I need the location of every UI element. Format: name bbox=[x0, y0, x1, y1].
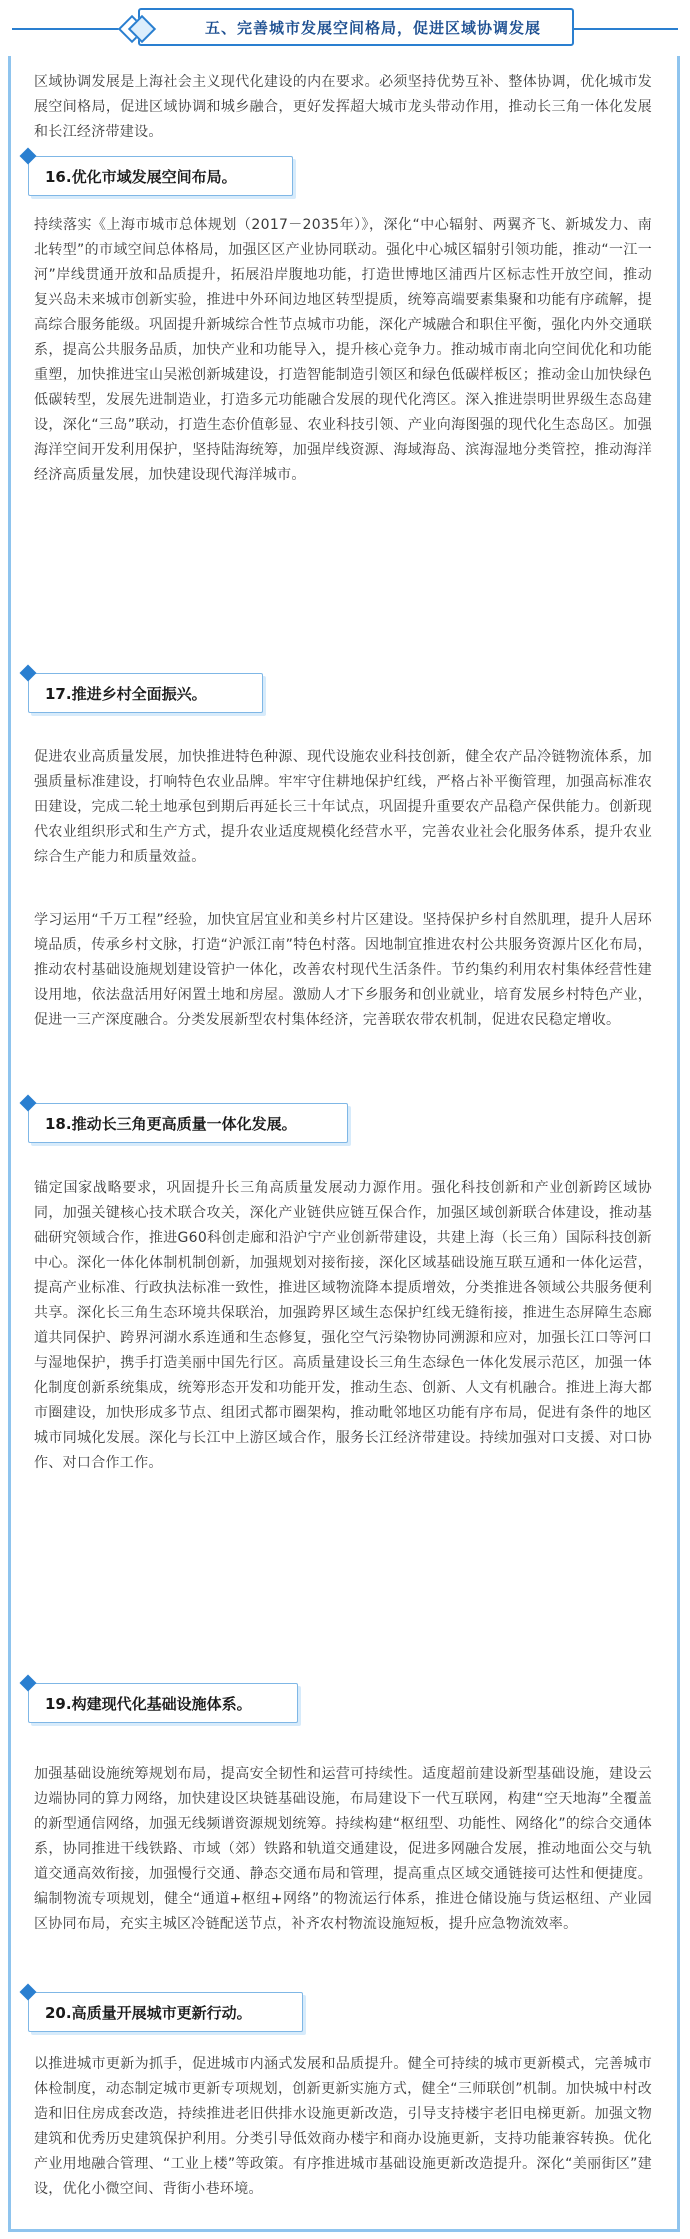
section-16-paragraph-1: 持续落实《上海市城市总体规划（2017－2035年）》，深化“中心辐射、两翼齐飞、新城发力、南北转型”的市域空间总体格局，加强区区产业协同联动。强化中心城区辐射引领功能，推动“一江一河”岸线贯通开放和品质提升，拓展沿岸腹地功能，打造世博地区浦西片区标志性开放空间，推动复兴岛未来城市创新实验，推进中外环间边地区转型提质，统筹高端要素集聚和功能有序疏解，提高综合服务能级。巩固提升新城综合性节点城市功能，深化产城融合和职住平衡，强化内外交通联系，提高公共服务品质，加快产业和功能导入，提升核心竞争力。推动城市南北向空间优化和功能重塑，加快推进宝山吴淞创新城建设，打造智能制造引领区和绿色低碳样板区；推动金山加快绿色低碳转型，发展先进制造业，打造多元功能融合发展的现代化湾区。深入推进崇明世界级生态岛建设，深化“三岛”联动，打造生态价值彰显、农业科技引领、产业向海图强的现代化生态岛区。加强海洋空间开发利用保护，坚持陆海统筹，加强岸线资源、海域海岛、滨海湿地分类管控，推动海洋经济高质量发展，加快建设现代海洋城市。 bbox=[34, 217, 652, 483]
section-heading-18 bbox=[28, 1103, 348, 1143]
section-heading-text: 19.构建现代化基础设施体系。 bbox=[45, 1694, 252, 1713]
section-17-paragraph-1: 促进农业高质量发展，加快推进特色种源、现代设施农业科技创新，健全农产品冷链物流体系，加强质量标准建设，打响特色农业品牌。牢牢守住耕地保护红线，严格占补平衡管理，加强高标准农田建设，完成二轮土地承包到期后再延长三十年试点，巩固提升重要农产品稳产保供能力。创新现代农业组织形式和生产方式，提升农业适度规模化经营水平，完善农业社会化服务体系，提升农业综合生产能力和质量效益。 bbox=[34, 749, 652, 865]
section-heading-20 bbox=[28, 1992, 303, 2032]
banner-title-box bbox=[138, 8, 574, 46]
section-20-paragraph-1: 以推进城市更新为抓手，促进城市内涵式发展和品质提升。健全可持续的城市更新模式，完善城市体检制度，动态制定城市更新专项规划，创新更新实施方式，健全“三师联创”机制。加快城中村改造和旧住房成套改造，持续推进老旧供排水设施更新改造，引导支持楼宇老旧电梯更新。加强文物建筑和优秀历史建筑保护利用。分类引导低效商办楼宇和商办设施更新，支持功能兼容转换。优化产业用地融合管理、“工业上楼”等政策。有序推进城市基础设施更新改造提升。深化“美丽街区”建设，优化小微空间、背街小巷环境。 bbox=[34, 2056, 652, 2197]
intro-paragraph: 区域协调发展是上海社会主义现代化建设的内在要求。必须坚持优势互补、整体协调，优化城市发展空间格局，促进区域协调和城乡融合，更好发挥超大城市龙头带动作用，推动长三角一体化发展和长江经济带建设。 bbox=[34, 74, 652, 140]
section-heading-19 bbox=[28, 1683, 298, 1723]
section-heading-text: 18.推动长三角更高质量一体化发展。 bbox=[45, 1114, 297, 1133]
section-heading-text: 17.推进乡村全面振兴。 bbox=[45, 684, 207, 703]
section-heading-text: 20.高质量开展城市更新行动。 bbox=[45, 2003, 252, 2022]
chapter-banner bbox=[0, 0, 690, 56]
section-19-paragraph-1: 加强基础设施统筹规划布局，提高安全韧性和运营可持续性。适度超前建设新型基础设施，建设云边端协同的算力网络，加快建设区块链基础设施，布局建设下一代互联网，构建“空天地海”全覆盖的新型通信网络，加强无线频谱资源规划统筹。持续构建“枢纽型、功能性、网络化”的综合交通体系，协同推进干线铁路、市域（郊）铁路和轨道交通建设，促进多网融合发展，推动地面公交与轨道交通高效衔接，加强慢行交通、静态交通布局和管理，提高重点区域交通链接可达性和便捷度。编制物流专项规划，健全“通道+枢纽+网络”的物流运行体系，推进仓储设施与货运枢纽、产业园区协同布局，充实主城区冷链配送节点，补齐农村物流设施短板，提升应急物流效率。 bbox=[34, 1766, 652, 1932]
section-heading-16 bbox=[28, 156, 293, 196]
section-heading-text: 16.优化市域发展空间布局。 bbox=[45, 167, 237, 186]
section-17-paragraph-2: 学习运用“千万工程”经验，加快宜居宜业和美乡村片区建设。坚持保护乡村自然肌理，提升人居环境品质，传承乡村文脉，打造“沪派江南”特色村落。因地制宜推进农村公共服务资源片区化布局，推动农村基础设施规划建设管护一体化，改善农村现代生活条件。节约集约利用农村集体经营性建设用地，依法盘活用好闲置土地和房屋。激励人才下乡服务和创业就业，培育发展乡村特色产业，促进一三产深度融合。分类发展新型农村集体经济，完善联农带农机制，促进农民稳定增收。 bbox=[34, 912, 652, 1028]
section-heading-17 bbox=[28, 673, 263, 713]
chapter-title: 五、完善城市发展空间格局，促进区域协调发展 bbox=[204, 18, 541, 37]
section-18-paragraph-1: 锚定国家战略要求，巩固提升长三角高质量发展动力源作用。强化科技创新和产业创新跨区域协同，加强关键核心技术联合攻关，深化产业链供应链互保合作，加强区域创新联合体建设，推动基础研究领域合作，推进G60科创走廊和沿沪宁产业创新带建设，共建上海（长三角）国际科技创新中心。深化一体化体制机制创新，加强规划对接衔接，深化区域基础设施互联互通和一体化运营，提高产业标准、行政执法标准一致性，推进区域物流降本提质增效，分类推进各领域公共服务便利共享。深化长三角生态环境共保联治，加强跨界区域生态保护红线无缝衔接，推进生态屏障生态廊道共同保护、跨界河湖水系连通和生态修复，强化空气污染物协同溯源和应对，加强长江口等河口与湿地保护，携手打造美丽中国先行区。高质量建设长三角生态绿色一体化发展示范区，加强一体化制度创新系统集成，统筹形态开发和功能开发，推动生态、创新、人文有机融合。推进上海大都市圈建设，加快形成多节点、组团式都市圈架构，推动毗邻地区功能有序布局，促进有条件的地区城市同城化发展。深化与长江中上游区域合作，服务长江经济带建设。持续加强对口支援、对口协作、对口合作工作。 bbox=[34, 1180, 652, 1471]
